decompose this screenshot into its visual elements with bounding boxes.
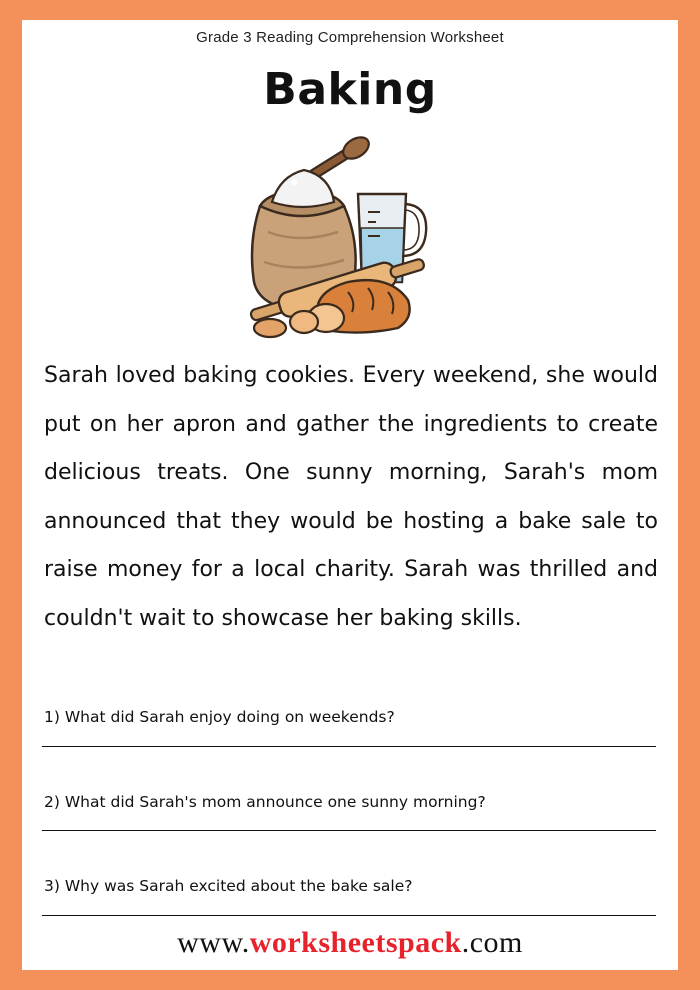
footer-brand: worksheetspack: [249, 926, 462, 959]
worksheet-page: [22, 20, 678, 970]
answer-line-1[interactable]: [42, 746, 656, 747]
answer-line-2[interactable]: [42, 830, 656, 831]
answer-line-3[interactable]: [42, 915, 656, 916]
story-paragraph: Sarah loved baking cookies. Every weekend, she would put on her apron and gather the ingredients to create delicious treats. One sunny morning, Sarah's mom announced that they would be hosting a bake sale to raise money for a local charity. Sarah was thrilled and couldn't wait to showcase her baking skills.: [44, 363, 658, 631]
footer-prefix: www.: [177, 926, 250, 959]
question-2: 2) What did Sarah's mom announce one sunny morning?: [44, 793, 486, 811]
question-1: 1) What did Sarah enjoy doing on weekends?: [44, 708, 395, 726]
worksheet-subtitle: Grade 3 Reading Comprehension Worksheet: [196, 29, 504, 46]
question-3: 3) Why was Sarah excited about the bake sale?: [44, 877, 413, 895]
worksheet-title: Baking: [263, 64, 437, 115]
footer-suffix: .com: [461, 926, 523, 959]
website-footer[interactable]: [22, 926, 678, 960]
baking-ingredients-illustration: [230, 132, 440, 342]
